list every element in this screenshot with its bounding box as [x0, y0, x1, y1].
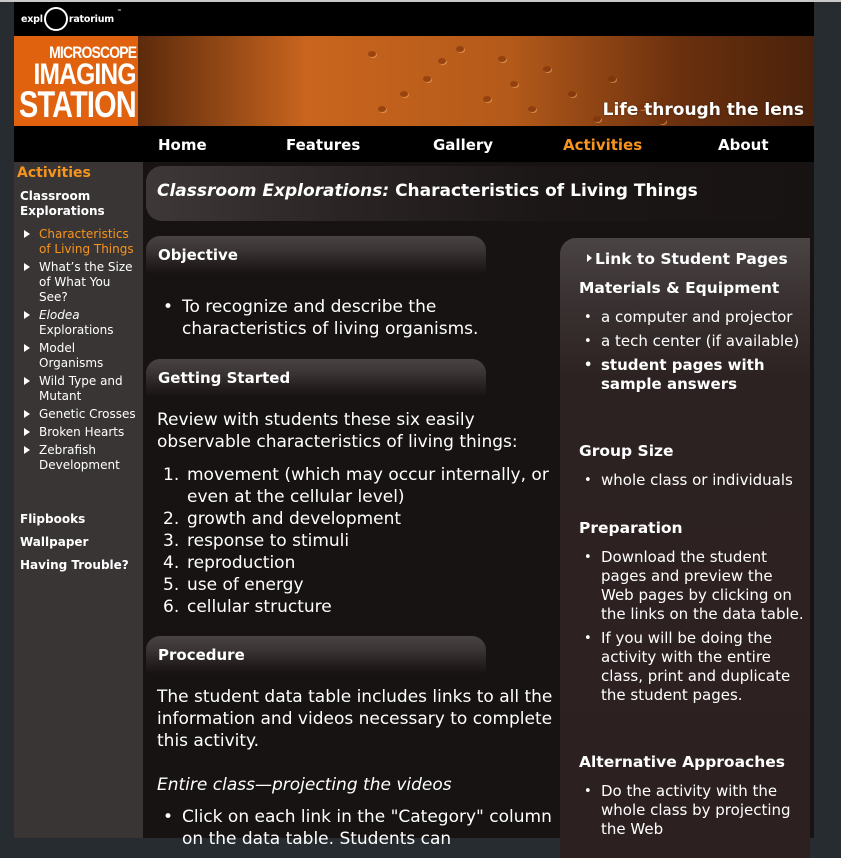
banner-cell-image — [138, 36, 814, 126]
sidebar-item-size[interactable] — [20, 260, 142, 305]
alternative-heading: Alternative Approaches — [579, 753, 786, 771]
section-title: Getting Started — [158, 369, 291, 387]
sidebar-item-characteristics[interactable] — [20, 227, 142, 257]
procedure-subheading: Entire class—projecting the videos — [157, 775, 452, 795]
arrow-right-icon — [24, 377, 30, 385]
site-logo[interactable] — [14, 36, 138, 126]
materials-item: • a computer and projector — [579, 308, 804, 327]
sidebar-item-label: Zebrafish Development — [39, 443, 120, 472]
preparation-item: • Download the student pages and preview the Web pages by clicking on the links on the data table. — [579, 548, 804, 624]
list-item: 4. reproduction — [163, 553, 296, 573]
sidebar-item-model-organisms[interactable] — [20, 341, 142, 371]
group-size-heading: Group Size — [579, 442, 674, 460]
exploratorium-logo[interactable] — [21, 6, 122, 32]
sidebar-links — [20, 512, 129, 581]
materials-item: • a tech center (if available) — [579, 332, 804, 351]
nav-about[interactable]: About — [718, 136, 769, 154]
arrow-right-icon — [24, 230, 30, 238]
getting-started-intro: Review with students these six easily observable characteristics of living things: — [157, 410, 518, 452]
page — [14, 2, 814, 849]
sidebar-heading[interactable]: Activities — [17, 165, 91, 181]
arrow-right-icon — [24, 263, 30, 271]
banner — [14, 36, 814, 126]
alternative-item: • Do the activity with the whole class by projecting the Web — [579, 782, 804, 839]
tagline: Life through the lens — [602, 100, 804, 120]
section-header-getting-started — [146, 359, 486, 397]
site-logo-line2: IMAGING — [33, 58, 136, 91]
list-item: 5. use of energy — [163, 575, 304, 595]
sidebar-item-wild-type[interactable] — [20, 374, 142, 404]
sidebar-subheading[interactable]: Classroom Explorations — [20, 189, 105, 218]
student-pages-link[interactable] — [587, 250, 788, 268]
sidebar-item-elodea[interactable] — [20, 308, 142, 338]
nav-gallery[interactable]: Gallery — [433, 136, 494, 154]
arrow-right-icon — [24, 446, 30, 454]
list-item: 6. cellular structure — [163, 597, 332, 617]
list-item: 3. response to stimuli — [163, 531, 350, 551]
arrow-right-icon — [24, 344, 30, 352]
site-logo-line1: MICROSCOPE — [48, 43, 136, 62]
list-item: 1. movement (which may occur internally, or even at the cellular level) — [163, 465, 549, 507]
sidebar-link-wallpaper[interactable]: Wallpaper — [20, 535, 89, 549]
sidebar-item-label-italic: Elodea — [39, 308, 80, 322]
sidebar-list — [20, 227, 142, 476]
materials-heading: Materials & Equipment — [579, 279, 780, 297]
objective-body — [157, 296, 557, 340]
arrow-right-icon — [24, 428, 30, 436]
group-size-list — [579, 471, 804, 495]
logo-text-left: expl — [21, 13, 43, 25]
site-logo-line3: STATION — [19, 84, 136, 125]
preparation-item: • If you will be doing the activity with the entire class, print and duplicate the student pages. — [579, 629, 804, 705]
arrow-right-icon — [24, 410, 30, 418]
section-title: Procedure — [158, 646, 245, 664]
logo-trademark: ™ — [117, 9, 122, 15]
getting-started-list — [157, 464, 557, 618]
arrow-right-icon — [24, 311, 30, 319]
logo-text-right: ratorium — [68, 13, 114, 25]
nav-home[interactable]: Home — [158, 136, 207, 154]
nav-activities[interactable]: Activities — [563, 136, 643, 154]
arrow-right-icon — [587, 254, 592, 262]
group-size-item: • whole class or individuals — [579, 471, 804, 490]
alternative-list — [579, 782, 804, 844]
preparation-heading: Preparation — [579, 519, 683, 537]
sidebar-item-genetic-crosses[interactable] — [20, 407, 142, 422]
sidebar-item-label: Wild Type and Mutant — [39, 374, 123, 403]
section-header-objective — [146, 236, 486, 274]
student-pages-link-label: Link to Student Pages — [595, 250, 788, 268]
page-title — [157, 181, 698, 201]
page-title-prefix: Classroom Explorations: — [157, 181, 390, 201]
top-bar — [14, 2, 814, 36]
procedure-list — [157, 806, 557, 850]
sidebar-item-zebrafish[interactable] — [20, 443, 142, 473]
sidebar-item-label: What’s the Size of What You See? — [39, 260, 133, 304]
procedure-intro: The student data table includes links to all the information and videos necessary to complete this activity. — [157, 687, 553, 751]
objective-item: • To recognize and describe the characteristics of living organisms. — [157, 296, 557, 340]
sidebar-item-label: Explorations — [39, 323, 114, 337]
sidebar-item-label: Model Organisms — [39, 341, 104, 370]
page-title-box — [146, 166, 806, 221]
sidebar — [14, 162, 143, 838]
main-nav — [14, 126, 814, 162]
page-title-text: Characteristics of Living Things — [389, 181, 698, 201]
sidebar-link-having-trouble[interactable]: Having Trouble? — [20, 558, 129, 572]
procedure-item: • Click on each link in the "Category" column on the data table. Students can — [157, 806, 557, 850]
sidebar-link-flipbooks[interactable]: Flipbooks — [20, 512, 86, 526]
right-panel — [560, 238, 810, 858]
materials-list — [579, 308, 804, 399]
nav-features[interactable]: Features — [286, 136, 361, 154]
sidebar-item-label: Genetic Crosses — [39, 407, 136, 421]
sidebar-item-label: Characteristics of Living Things — [39, 227, 134, 256]
section-header-procedure — [146, 636, 486, 674]
logo-ring-icon — [44, 7, 68, 31]
list-item: 2. growth and development — [163, 509, 402, 529]
preparation-list — [579, 548, 804, 710]
sidebar-item-label: Broken Hearts — [39, 425, 125, 439]
sidebar-item-broken-hearts[interactable] — [20, 425, 142, 440]
materials-item[interactable]: • student pages with sample answers — [579, 356, 804, 394]
section-title: Objective — [158, 246, 238, 264]
